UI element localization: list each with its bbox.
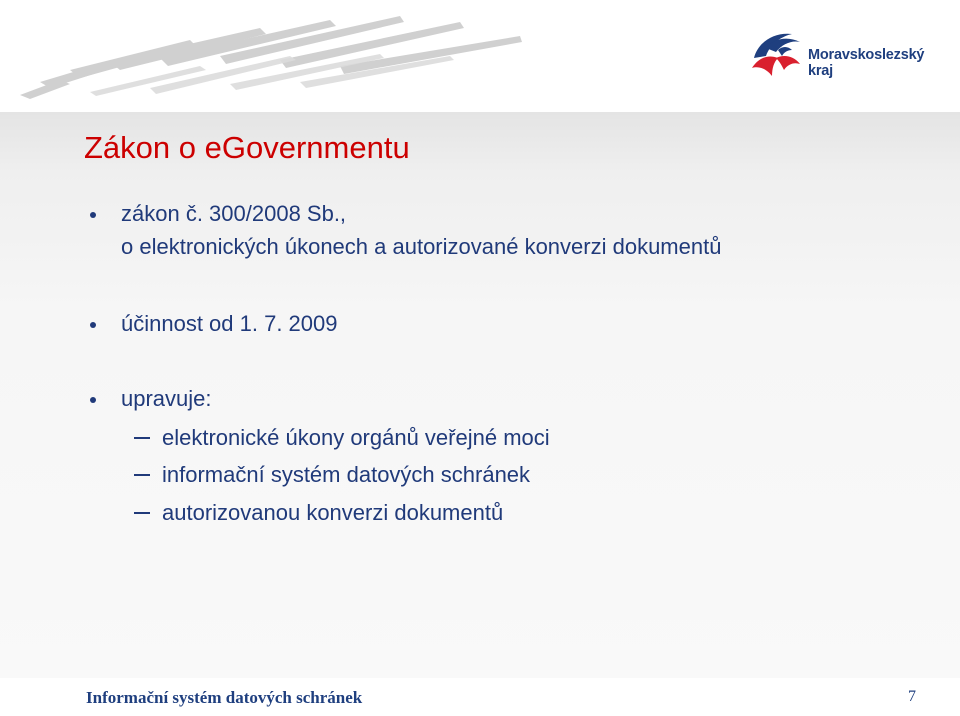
bullet-3-line-1: upravuje:	[121, 386, 212, 411]
slide-title: Zákon o eGovernmentu	[84, 130, 410, 165]
logo-name: Moravskoslezský	[808, 47, 925, 63]
bullet-dot	[90, 322, 96, 328]
logo-name-2: kraj	[808, 63, 833, 79]
sub-item: elektronické úkony orgánů veřejné moci	[162, 425, 550, 450]
moravskoslezsky-kraj-logo-icon	[748, 28, 808, 86]
bullet-2-line-1: účinnost od 1. 7. 2009	[121, 311, 338, 336]
bullet-dot	[90, 212, 96, 218]
sub-item-dash	[134, 474, 150, 476]
sub-item: informační systém datových schránek	[162, 462, 531, 487]
bullet-1-line-1: zákon č. 300/2008 Sb.,	[121, 201, 347, 226]
page-number: 7	[908, 688, 916, 705]
bullet-1-line-2: o elektronických úkonech a autorizované konverzi dokumentů	[121, 234, 722, 259]
slide-header	[0, 0, 960, 112]
logo-text	[808, 47, 924, 79]
bullet-dot	[90, 397, 96, 403]
sub-item: autorizovanou konverzi dokumentů	[162, 500, 504, 525]
sub-item-dash	[134, 437, 150, 439]
sub-item-dash	[134, 512, 150, 514]
footer-text: Informační systém datových schránek	[86, 688, 363, 707]
decorative-stripes	[0, 0, 540, 100]
